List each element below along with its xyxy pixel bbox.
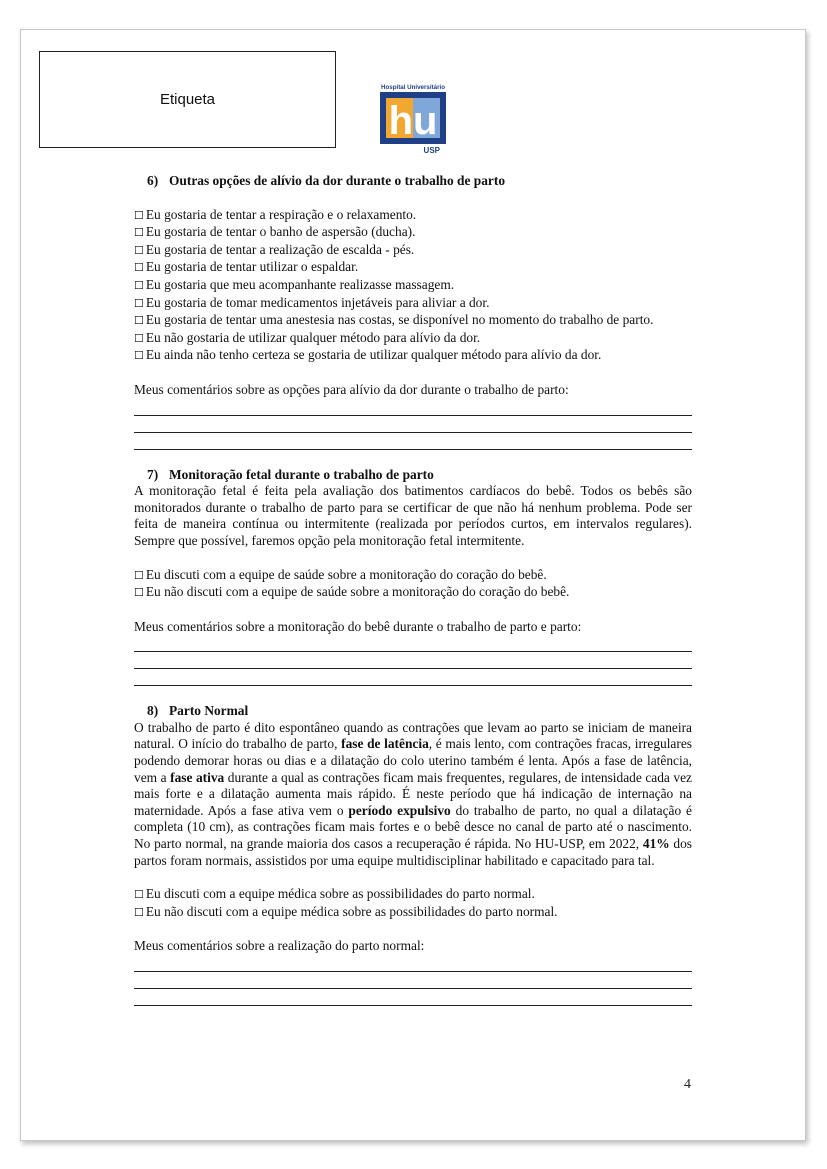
option[interactable]: ☐ Eu gostaria de tentar a realização de escalda - pés. [134, 241, 415, 257]
comment-line[interactable] [134, 669, 692, 686]
checkbox-icon[interactable]: ☐ [134, 888, 144, 902]
option[interactable]: ☐ Eu gostaria que meu acompanhante realizasse massagem. [134, 276, 455, 292]
option[interactable]: ☐ Eu gostaria de tentar utilizar o espaldar. [134, 259, 359, 275]
hospital-logo [378, 82, 448, 161]
checkbox-icon[interactable]: ☐ [134, 208, 144, 222]
checkbox-icon[interactable]: ☐ [134, 314, 144, 328]
comment-line[interactable] [134, 399, 692, 416]
checkbox-icon[interactable]: ☐ [134, 261, 144, 275]
option[interactable]: ☐ Eu discuti com a equipe médica sobre as possibilidades do parto normal. [134, 886, 535, 902]
checkbox-icon[interactable]: ☐ [134, 331, 144, 345]
comment-line[interactable] [134, 416, 692, 433]
logo-letters: hu [388, 99, 438, 143]
option[interactable]: ☐ Eu gostaria de tentar o banho de aspersão (ducha). [134, 224, 416, 240]
checkbox-icon[interactable]: ☐ [134, 278, 144, 292]
comment-line[interactable] [134, 635, 692, 652]
page-content [134, 173, 692, 1006]
section-8-title: 8) Parto Normal [147, 703, 249, 719]
label-box-text: Etiqueta [159, 91, 216, 108]
section-7-title: 7) Monitoração fetal durante o trabalho de parto [147, 466, 434, 482]
option[interactable]: ☐ Eu não gostaria de utilizar qualquer método para alívio da dor. [134, 329, 481, 345]
comments-label: Meus comentários sobre a monitoração do bebê durante o trabalho de parto e parto: [134, 618, 582, 634]
comments-label: Meus comentários sobre a realização do parto normal: [134, 938, 425, 954]
section-7-paragraph: A monitoração fetal é feita pela avaliação dos batimentos cardíacos do bebê. Todos os bebês são monitorados durante o trabalho de parto para se certificar de que não há nenhum problema. Pode ser feita de maneira contínua ou intermitente (realizada por períodos curtos, em intervalos regulares). Sempre que possível, faremos opção pela monitoração fetal intermitente. [134, 483, 692, 548]
option[interactable]: ☐ Eu gostaria de tomar medicamentos injetáveis para aliviar a dor. [134, 294, 490, 310]
page-number: 4 [684, 1077, 691, 1092]
checkbox-icon[interactable]: ☐ [134, 296, 144, 310]
logo-sub: USP [423, 146, 440, 155]
comment-line[interactable] [134, 433, 692, 450]
section-8-paragraph: O trabalho de parto é dito espontâneo quando as contrações que levam ao parto se iniciam de maneira natural. O início do trabalho de parto, fase de latência, é mais lento, com contrações fracas, irregulares podendo demorar horas ou dias e a dilatação do colo uterino também é lenta. Após a fase de latência, vem a fase ativa durante a qual as contrações ficam mais frequentes, regulares, de intensidade cada vez mais forte e a dilatação aumenta mais rápido. É neste período que há indicação de internação na maternidade. Após a fase ativa vem o período expulsivo do trabalho de parto, no qual a dilatação é completa (10 cm), as contrações ficam mais fortes e o bebê desce no canal de parto até o nascimento. No parto normal, na grande maioria dos casos a recuperação é rápida. No HU-USP, em 2022, 41% dos partos foram normais, assistidos por uma equipe multidisciplinar habilitado e capacitado para tal. [134, 719, 693, 868]
checkbox-icon[interactable]: ☐ [134, 226, 144, 240]
comment-line[interactable] [134, 652, 692, 669]
section-6-title: 6) Outras opções de alívio da dor durante o trabalho de parto [147, 173, 506, 188]
option[interactable]: ☐ Eu não discuti com a equipe de saúde sobre a monitoração do coração do bebê. [134, 584, 570, 600]
option[interactable]: ☐ Eu não discuti com a equipe médica sobre as possibilidades do parto normal. [134, 903, 558, 919]
checkbox-icon[interactable]: ☐ [134, 905, 144, 919]
option[interactable]: ☐ Eu discuti com a equipe de saúde sobre a monitoração do coração do bebê. [134, 566, 547, 582]
checkbox-icon[interactable]: ☐ [134, 243, 144, 257]
label-box [39, 51, 336, 148]
option[interactable]: ☐ Eu gostaria de tentar a respiração e o relaxamento. [134, 206, 417, 222]
document-page [20, 29, 806, 1141]
checkbox-icon[interactable]: ☐ [134, 349, 144, 363]
comment-line[interactable] [134, 955, 692, 972]
option[interactable]: ☐ Eu ainda não tenho certeza se gostaria de utilizar qualquer método para alívio da dor. [134, 347, 602, 363]
comments-label: Meus comentários sobre as opções para alívio da dor durante o trabalho de parto: [134, 381, 569, 397]
checkbox-icon[interactable]: ☐ [134, 568, 144, 582]
comment-line[interactable] [134, 972, 692, 989]
comment-line[interactable] [134, 989, 692, 1006]
checkbox-icon[interactable]: ☐ [134, 586, 144, 600]
logo-top-text: Hospital Universitário [381, 84, 445, 91]
option[interactable]: ☐ Eu gostaria de tentar uma anestesia nas costas, se disponível no momento do trabalho de parto. [134, 312, 654, 328]
